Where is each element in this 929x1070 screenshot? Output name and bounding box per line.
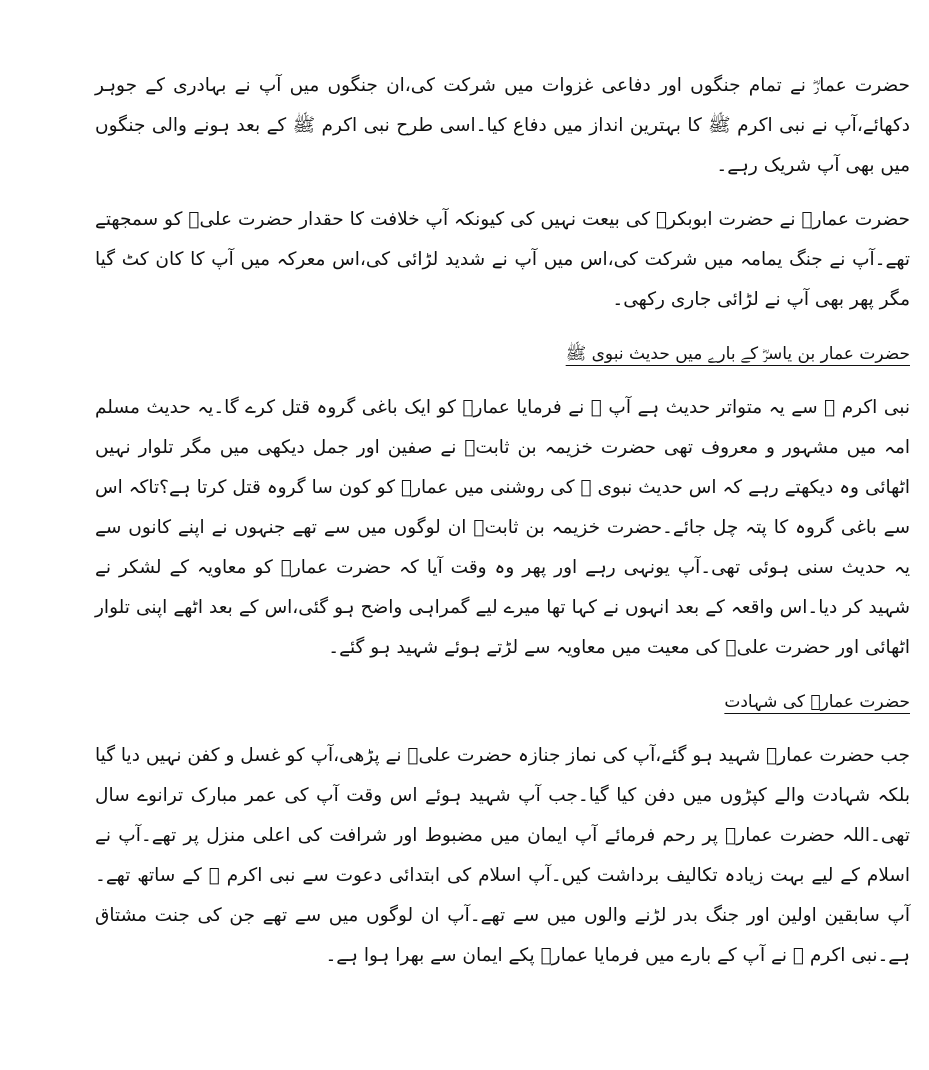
- paragraph-martyrdom: جب حضرت عمارؓ شہید ہو گئے،آپ کی نماز جنازہ حضرت علیؑ نے پڑھی،آپ کو غسل و کفن نہیں دیا گیا بلکہ شہادت والے کپڑوں میں دفن کیا گیا۔جب آپ شہید ہوئے اس وقت آپ کی عمر مبارک ترانوے سال تھی۔اللہ حضرت عمارؓ پر رحم فرمائے آپ ایمان میں مضبوط اور شرافت کی اعلی منزل پر تھے۔آپ نے اسلام کے لیے بہت زیادہ تکالیف برداشت کیں۔آپ اسلام کی ابتدائی دعوت سے نبی اکرم ﷺ کے ساتھ تھے۔آپ سابقین اولین اور جنگ بدر لڑنے والوں میں سے تھے۔آپ ان لوگوں میں سے تھے جن کی جنت مشتاق ہے۔نبی اکرم ﷺ نے آپ کے بارے میں فرمایا عمارؓ پکے ایمان سے بھرا ہوا ہے۔: [95, 745, 910, 966]
- paragraph-battles: حضرت عمارؓ نے تمام جنگوں اور دفاعی غزوات میں شرکت کی،ان جنگوں میں آپ نے بہادری کے جوہر دکھائے،آپ نے نبی اکرم ﷺ کا بہترین انداز میں دفاع کیا۔اسی طرح نبی اکرم ﷺ کے بعد ہونے والی جنگوں میں بھی آپ شریک رہے۔: [95, 75, 910, 176]
- section-heading-martyrdom: حضرت عمارؓ کی شہادت: [724, 692, 910, 712]
- document-page: [95, 66, 910, 990]
- paragraph-caliphate: حضرت عمارؓ نے حضرت ابوبکرؓ کی بیعت نہیں کی کیونکہ آپ خلافت کا حقدار حضرت علیؑ کو سمجھتے تھے۔آپ نے جنگ یمامہ میں شرکت کی،اس میں آپ نے شدید لڑائی کی،اس معرکہ میں آپ کا کان کٹ گیا مگر پھر بھی آپ نے لڑائی جاری رکھی۔: [95, 209, 910, 310]
- section-heading-hadith: حضرت عمار بن یاسرؓ کے بارے میں حدیث نبوی ﷺ: [565, 344, 910, 364]
- paragraph-hadith: نبی اکرم ﷺ سے یہ متواتر حدیث ہے آپ ﷺ نے فرمایا عمارؓ کو ایک باغی گروہ قتل کرے گا۔یہ حدیث مسلم امہ میں مشہور و معروف تھی حضرت خزیمہ بن ثابتؓ نے صفین اور جمل دیکھی میں مگر تلوار نہیں اٹھائی وہ دیکھتے رہے کہ اس حدیث نبوی ﷺ کی روشنی میں عمارؓ کو کون سا گروہ قتل کرتا ہے؟تاکہ اس سے باغی گروہ کا پتہ چل جائے۔حضرت خزیمہ بن ثابتؓ ان لوگوں میں سے تھے جنہوں نے اپنے کانوں سے یہ حدیث سنی ہوئی تھی۔آپ یونہی رہے اور پھر وہ وقت آیا کہ حضرت عمارؓ کو معاویہ کے لشکر نے شہید کر دیا۔اس واقعہ کے بعد انہوں نے کہا تھا میرے لیے گمراہی واضح ہو گئی،اس کے بعد اٹھے اپنی تلوار اٹھائی اور حضرت علیؑ کی معیت میں معاویہ سے لڑتے ہوئے شہید ہو گئے۔: [95, 397, 910, 658]
